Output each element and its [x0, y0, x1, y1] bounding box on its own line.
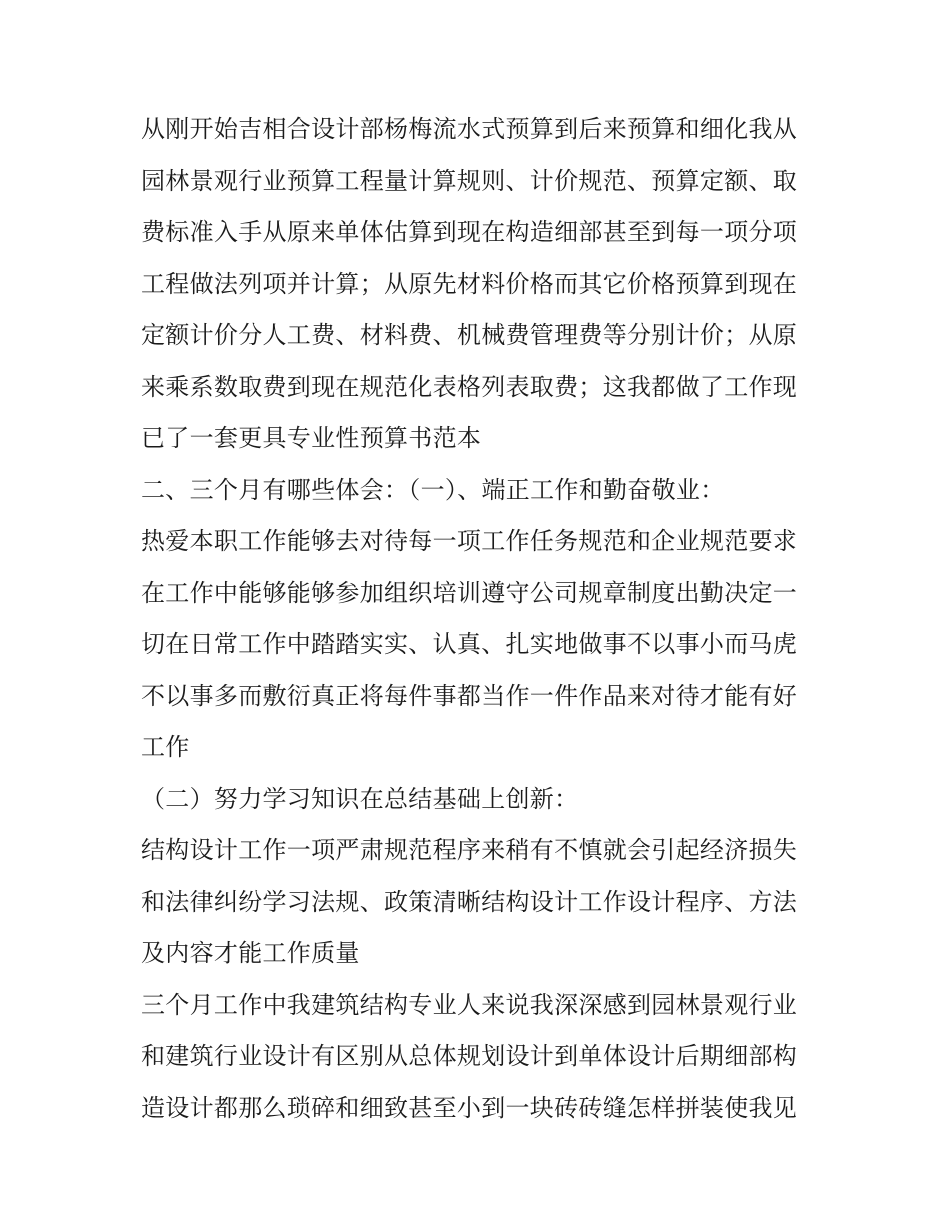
body-text	[141, 104, 821, 1134]
text-line: 工程做法列项并计算；从原先材料价格而其它价格预算到现在	[141, 269, 798, 298]
text-line: 热爱本职工作能够去对待每一项工作任务规范和企业规范要求	[141, 527, 798, 555]
text-line: 费标准入手从原来单体估算到现在构造细部甚至到每一项分项	[141, 218, 798, 246]
text-line: 工作	[141, 733, 190, 761]
text-line: 三个月工作中我建筑结构专业人来说我深深感到园林景观行业	[141, 990, 798, 1019]
text-line: 和建筑行业设计有区别从总体规划设计到单体设计后期细部构	[141, 1042, 798, 1070]
text-line: 从刚开始吉相合设计部杨梅流水式预算到后来预算和细化我从	[141, 115, 798, 143]
text-line: 切在日常工作中踏踏实实、认真、扎实地做事不以事小而马虎	[141, 630, 798, 658]
text-line: 已了一套更具专业性预算书范本	[141, 424, 482, 452]
text-line: 和法律纠纷学习法规、政策清晰结构设计工作设计程序、方法	[141, 887, 798, 916]
text-line: 在工作中能够能够参加组织培训遵守公司规章制度出勤决定一	[141, 578, 798, 607]
section-heading: 二、三个月有哪些体会：（一）、端正工作和勤奋敬业：	[141, 475, 725, 504]
text-line: 结构设计工作一项严肃规范程序来稍有不慎就会引起经济损失	[141, 836, 798, 864]
text-line: 造设计都那么琐碎和细致甚至小到一块砖砖缝怎样拼装使我见	[141, 1093, 798, 1122]
text-line: 定额计价分人工费、材料费、机械费管理费等分别计价；从原	[141, 321, 798, 349]
text-line: 不以事多而敷衍真正将每件事都当作一件作品来对待才能有好	[141, 681, 798, 710]
text-line: 园林景观行业预算工程量计算规则、计价规范、预算定额、取	[141, 166, 798, 195]
text-line: 及内容才能工作质量	[141, 939, 360, 967]
section-heading: （二）努力学习知识在总结基础上创新：	[141, 784, 579, 813]
text-line: 来乘系数取费到现在规范化表格列表取费；这我都做了工作现	[141, 372, 798, 401]
